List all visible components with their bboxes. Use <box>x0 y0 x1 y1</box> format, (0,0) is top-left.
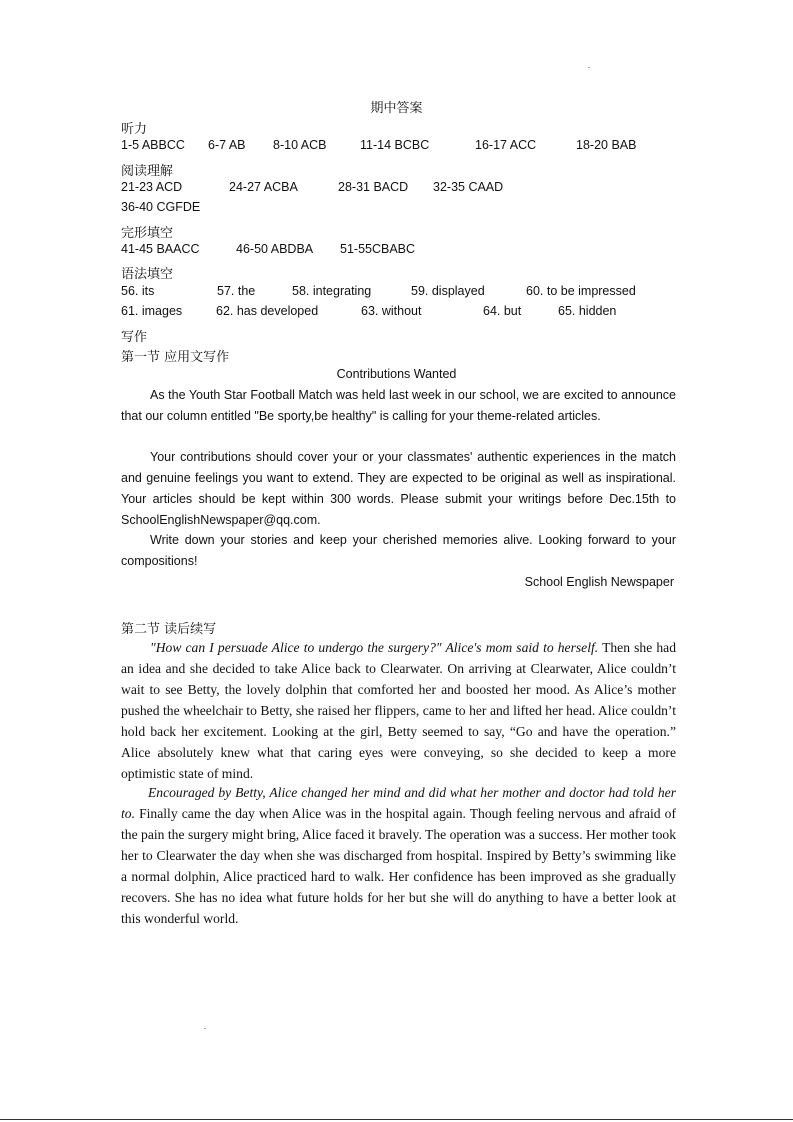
answer-item: 6-7 AB <box>208 138 246 152</box>
grammar-heading: 语法填空 <box>121 267 174 282</box>
writing-part1-heading: 第一节 应用文写作 <box>121 350 230 365</box>
answer-item: 64. but <box>483 304 522 318</box>
cloze-heading: 完形填空 <box>121 226 174 241</box>
notice-signature: School English Newspaper <box>524 575 674 589</box>
page-title: 期中答案 <box>370 101 423 116</box>
answer-item: 24-27 ACBA <box>229 180 298 194</box>
notice-title: Contributions Wanted <box>336 367 457 381</box>
answer-item: 65. hidden <box>558 304 617 318</box>
answer-item: 16-17 ACC <box>475 138 537 152</box>
scan-speck <box>204 1028 206 1029</box>
answer-item: 11-14 BCBC <box>360 138 430 152</box>
paragraph-body: Finally came the day when Alice was in the hospital again. Though feeling nervous and afraid of the pain the surgery might bring, Alice faced it bravely. The operation was a success. Her mother took her to Clearwater the day when she was discharged from hospital. Inspired by Betty’s swimming like a normal dolphin, Alice practiced hard to walk. Her confidence has been improved as she gradually recovers. She has no idea what future holds for her but she will do anything to have a better look at this wonderful world. <box>121 806 676 926</box>
paragraph-lead: "How can I persuade Alice to undergo the surgery?" Alice's mom said to herself. <box>150 640 599 655</box>
paragraph-body: Then she had an idea and she decided to take Alice back to Clearwater. On arriving at Clearwater, Alice couldn’t wait to see Betty, the lovely dolphin that comforted her and boosted her mood. As Alice’s mother pushed the wheelchair to Betty, she raised her flippers, came to her and lifted her head. Alice couldn’t hold back her excitement. Looking at the girl, Betty seemed to say, “Go and have the operation.” Alice absolutely knew what that caring eyes were conveying, so she decided to keep a more optimistic state of mind. <box>121 640 676 781</box>
answer-item: 1-5 ABBCC <box>121 138 185 152</box>
continuation-paragraph <box>121 637 676 784</box>
answer-item: 59. displayed <box>411 284 485 298</box>
answer-item: 41-45 BAACC <box>121 242 200 256</box>
answer-item: 51-55CBABC <box>340 242 416 256</box>
answer-item: 63. without <box>361 304 422 318</box>
writing-heading: 写作 <box>121 330 148 345</box>
answer-item: 60. to be impressed <box>526 284 636 298</box>
answer-item: 61. images <box>121 304 183 318</box>
scan-speck <box>588 67 590 68</box>
listening-heading: 听力 <box>121 122 148 137</box>
notice-paragraph: Write down your stories and keep your cherished memories alive. Looking forward to your compositions! <box>121 533 676 568</box>
answer-item: 36-40 CGFDE <box>121 200 201 214</box>
answer-item: 62. has developed <box>216 304 319 318</box>
answer-item: 58. integrating <box>292 284 372 298</box>
page-bottom-border <box>0 1119 793 1120</box>
answer-item: 21-23 ACD <box>121 180 183 194</box>
writing-part2-heading: 第二节 读后续写 <box>121 622 217 637</box>
notice-paragraph: Your contributions should cover your or your classmates' authentic experiences in the match and genuine feelings you want to extend. They are expected to be original as well as inspirational. Your articles should be kept within 300 words. Please submit your writings before Dec.15th to SchoolEnglishNewspaper@qq.com. <box>121 450 676 527</box>
answer-item: 8-10 ACB <box>273 138 327 152</box>
answer-item: 46-50 ABDBA <box>236 242 314 256</box>
answer-item: 57. the <box>217 284 256 298</box>
paragraph-lead: Encouraged by Betty, Alice changed her mind and did what her mother and doctor had told her to. <box>121 785 676 821</box>
answer-item: 18-20 BAB <box>576 138 637 152</box>
notice-paragraph: As the Youth Star Football Match was held last week in our school, we are excited to announce that our column entitled "Be sporty,be healthy" is calling for your theme-related articles. <box>121 388 676 423</box>
continuation-paragraph <box>121 782 676 929</box>
reading-heading: 阅读理解 <box>121 164 174 179</box>
answer-item: 32-35 CAAD <box>433 180 504 194</box>
answer-item: 56. its <box>121 284 155 298</box>
answer-item: 28-31 BACD <box>338 180 409 194</box>
